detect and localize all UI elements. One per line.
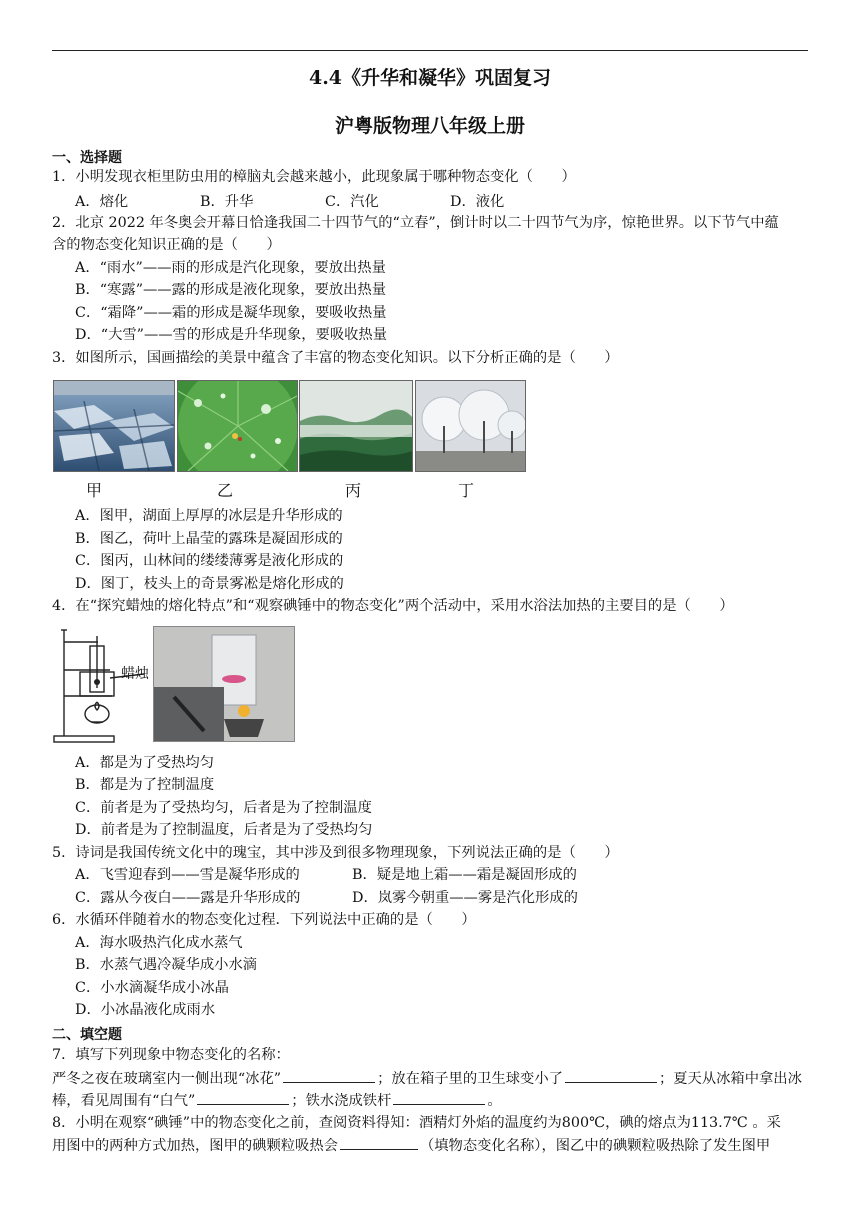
q4-option-a: A．都是为了受热均匀 (75, 755, 214, 771)
figure-label-bing: 丙 (345, 481, 362, 500)
q3-option-c: C．图丙，山林间的缕缕薄雾是液化形成的 (75, 553, 344, 569)
q7-blank-3[interactable] (197, 1090, 289, 1105)
doc-title: 4.4《升华和凝华》巩固复习 (308, 67, 552, 89)
q1-option-a: A．熔化 (75, 194, 129, 210)
q2-option-b: B．“寒露”——露的形成是液化现象，要放出热量 (75, 282, 387, 298)
q1-options (75, 191, 504, 211)
q7-text-1: 严冬之夜在玻璃室内一侧出现“冰花” (52, 1071, 282, 1087)
q7-text-4: 棒，看见周围有“白气” (52, 1093, 196, 1109)
q8-text-2: （填物态变化名称），图乙中的碘颗粒吸热除了发生图甲 (419, 1138, 771, 1154)
q5-stem: 5．诗词是我国传统文化中的瑰宝，其中涉及到很多物理现象，下列说法正确的是（ ） (52, 845, 619, 861)
q5-option-b: B．疑是地上霜——霜是凝固形成的 (352, 867, 577, 883)
photo-misty-forest (299, 380, 413, 472)
photo-rime-trees (415, 380, 526, 472)
q3-option-d: D．图丁，枝头上的奇景雾凇是熔化形成的 (75, 576, 344, 592)
q3-option-a: A．图甲，湖面上厚厚的冰层是升华形成的 (75, 508, 343, 524)
figure-water-bath-apparatus (50, 626, 160, 746)
figure-label-candle: 蜡烛 (121, 666, 149, 682)
q2-option-c: C．“霜降”——霜的形成是凝华现象，要吸收热量 (75, 305, 387, 321)
figure-label-yi: 乙 (217, 481, 234, 500)
section-choice: 一、选择题 (52, 150, 122, 166)
q8-blank-1[interactable] (340, 1135, 418, 1150)
photo-frozen-lake (53, 380, 175, 472)
q4-option-b: B．都是为了控制温度 (75, 777, 215, 793)
q2-option-a: A．“雨水”——雨的形成是汽化现象，要放出热量 (75, 260, 386, 276)
q2-option-d: D．“大雪”——雪的形成是升华现象，要吸收热量 (75, 327, 388, 343)
q4-stem: 4．在“探究蜡烛的熔化特点”和“观察碘锤中的物态变化”两个活动中，采用水浴法加热的主要目的是（ ） (52, 598, 734, 614)
q1-stem: 1．小明发现衣柜里防虫用的樟脑丸会越来越小，此现象属于哪种物态变化（ ） (52, 169, 576, 185)
q3-stem: 3．如图所示，国画描绘的美景中蕴含了丰富的物态变化知识。以下分析正确的是（ ） (52, 350, 619, 366)
q6-option-d: D．小冰晶液化成雨水 (75, 1002, 216, 1018)
q7-text-2: ；放在箱子里的卫生球变小了 (377, 1071, 563, 1087)
q7-blank-2[interactable] (565, 1068, 657, 1083)
q7-line2 (52, 1090, 502, 1111)
figure-label-ding: 丁 (458, 481, 475, 500)
q4-option-c: C．前者是为了受热均匀，后者是为了控制温度 (75, 800, 372, 816)
q8-line2 (52, 1135, 770, 1156)
q1-option-c: C．汽化 (325, 194, 379, 210)
top-rule (52, 50, 808, 51)
q5-option-c: C．露从今夜白——露是升华形成的 (75, 890, 301, 906)
photo-lotus-leaf-dew (177, 380, 298, 472)
figure-label-jia: 甲 (86, 481, 103, 500)
q6-stem: 6．水循环伴随着水的物态变化过程．下列说法中正确的是（ ） (52, 912, 476, 928)
q6-option-a: A．海水吸热汽化成水蒸气 (75, 935, 243, 951)
q3-option-b: B．图乙，荷叶上晶莹的露珠是凝固形成的 (75, 531, 343, 547)
photo-iodine-hammer (153, 626, 295, 742)
q2-stem-line2: 含的物态变化知识正确的是（ ） (52, 237, 281, 253)
section-fill: 二、填空题 (52, 1027, 122, 1043)
q8-text-1: 用图中的两种方式加热，图甲的碘颗粒吸热会 (52, 1138, 338, 1154)
q7-line1 (52, 1068, 802, 1089)
q7-stem: 7．填写下列现象中物态变化的名称： (52, 1047, 290, 1063)
q1-option-d: D．液化 (450, 194, 505, 210)
q1-option-b: B．升华 (200, 194, 254, 210)
q8-line1: 8．小明在观察“碘锤”中的物态变化之前，查阅资料得知：酒精灯外焰的温度约为800℃，碘的熔点为113.7℃ 。采 (52, 1115, 781, 1131)
q7-blank-1[interactable] (283, 1068, 375, 1083)
q7-text-5: ；铁水浇成铁杆 (291, 1093, 392, 1109)
q7-blank-4[interactable] (393, 1090, 485, 1105)
q4-option-d: D．前者是为了控制温度，后者是为了受热均匀 (75, 822, 373, 838)
q5-option-d: D．岚雾今朝重——雾是汽化形成的 (352, 890, 578, 906)
q7-text-3: ；夏天从冰箱中拿出冰 (658, 1071, 802, 1087)
q6-option-b: B．水蒸气遇冷凝华成小水滴 (75, 957, 258, 973)
q6-option-c: C．小水滴凝华成小冰晶 (75, 980, 229, 996)
q5-option-a: A．飞雪迎春到——雪是凝华形成的 (75, 867, 300, 883)
q2-stem-line1: 2．北京 2022 年冬奥会开幕日恰逢我国二十四节气的“立春”，倒计时以二十四节气为序，惊艳世界。以下节气中蕴 (52, 215, 779, 231)
doc-subtitle: 沪粤版物理八年级上册 (334, 115, 525, 137)
q7-text-6: 。 (487, 1093, 502, 1109)
